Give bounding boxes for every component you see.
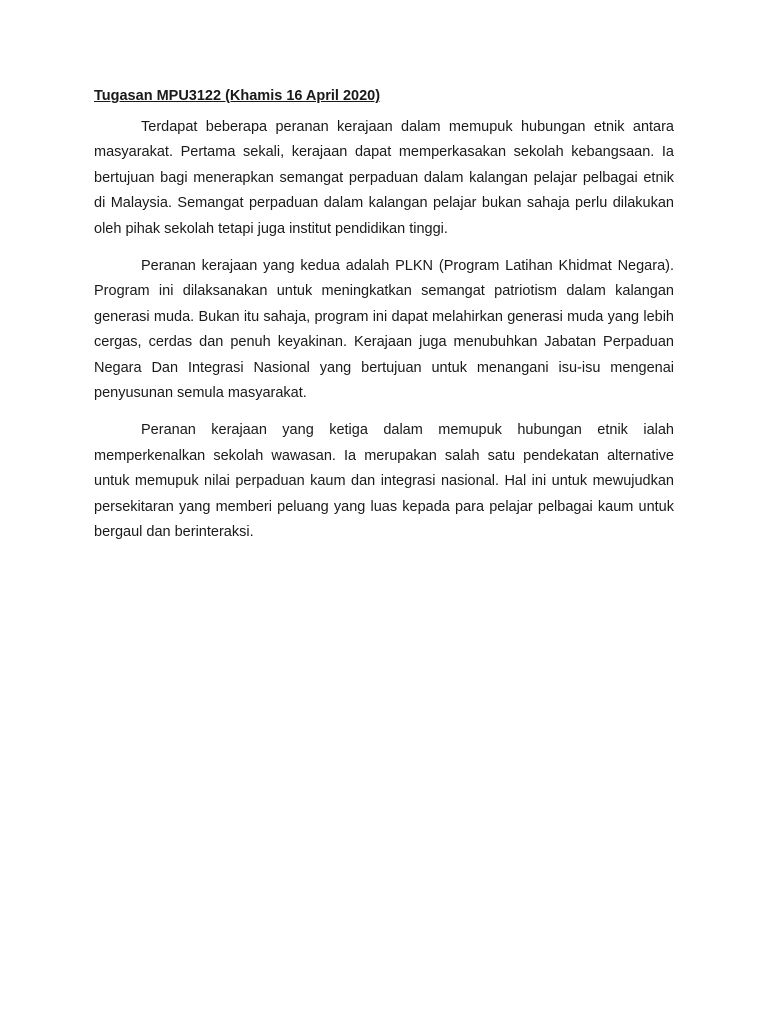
paragraph-3: Peranan kerajaan yang ketiga dalam memupuk hubungan etnik ialah memperkenalkan sekolah wawasan. Ia merupakan salah satu pendekatan alternative untuk memupuk nilai perpaduan kaum dan integrasi nasional. Hal ini untuk mewujudkan persekitaran yang memberi peluang yang luas kepada para pelajar pelbagai kaum untuk bergaul dan berinteraksi. bbox=[94, 422, 674, 541]
paragraph-1: Terdapat beberapa peranan kerajaan dalam memupuk hubungan etnik antara masyarakat. Pertama sekali, kerajaan dapat memperkasakan sekolah kebangsaan. Ia bertujuan bagi menerapkan semangat perpaduan dalam kalangan pelajar pelbagai etnik di Malaysia. Semangat perpaduan dalam kalangan pelajar bukan sahaja perlu dilakukan oleh pihak sekolah tetapi juga institut pendidikan tinggi. bbox=[94, 119, 674, 237]
document-content bbox=[94, 86, 674, 558]
paragraph-2: Peranan kerajaan yang kedua adalah PLKN (Program Latihan Khidmat Negara). Program ini dilaksanakan untuk meningkatkan semangat patriotism dalam kalangan generasi muda. Bukan itu sahaja, program ini dapat melahirkan generasi muda yang lebih cergas, cerdas dan penuh keyakinan. Kerajaan juga menubuhkan Jabatan Perpaduan Negara Dan Integrasi Nasional yang bertujuan untuk menangani isu-isu mengenai penyusunan semula masyarakat. bbox=[94, 258, 674, 402]
document-title: Tugasan MPU3122 (Khamis 16 April 2020) bbox=[94, 88, 381, 104]
